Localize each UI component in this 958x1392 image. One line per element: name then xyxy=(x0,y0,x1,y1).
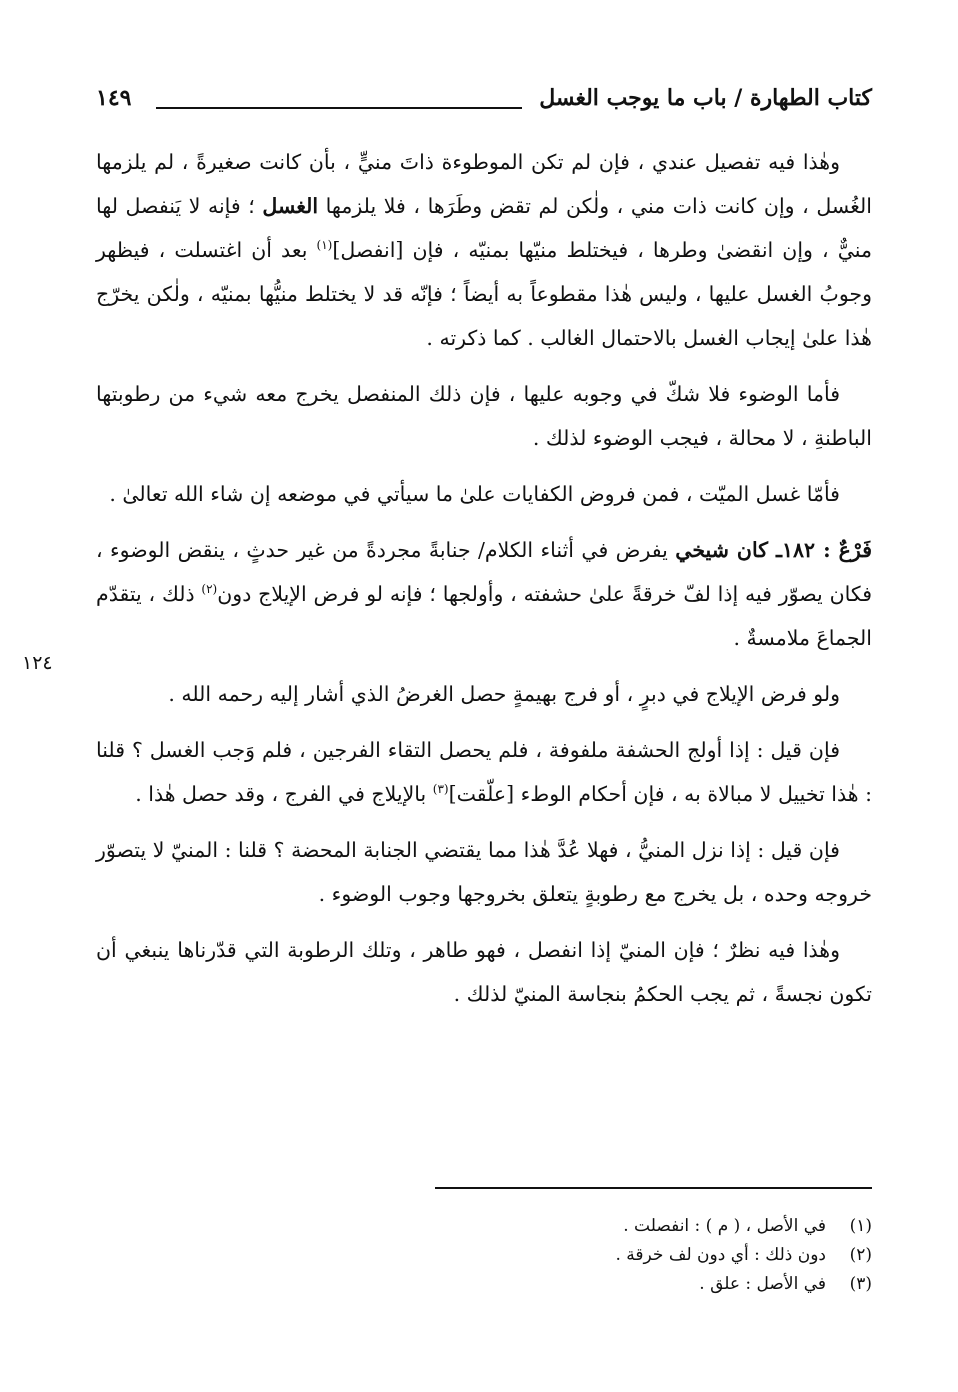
paragraph-1-part-c: ؛ فإنه لا يَنفصل لها منيٌّ ، وإن انقضىٰ وطرها ، فيختلط منيّها بمنيّه ، فإن [انفصل] xyxy=(96,194,872,262)
footnote-ref-2[interactable]: (٢) xyxy=(201,582,218,597)
paragraph-4 xyxy=(96,528,872,660)
paragraph-2: فأما الوضوء فلا شكّ في وجوبه عليها ، فإن ذلك المنفصل يخرج معه شيء من رطوبتها الباطنةِ ، لا محالة ، فيجب الوضوء لذلك . xyxy=(96,382,872,450)
paragraph-1-part-a: وهٰذا فيه تفصيل عندي ، فإن لم تكن الموطوءة ذاتَ منيٍّ ، بأن كانت صغيرةً ، لم يلزمها الغُسل ، وإن كانت ذات مني ، ولٰكن لم تقض وطَرَها ، فلا يلزمها xyxy=(96,150,872,218)
header-title: كتاب الطهارة / باب ما يوجب الغسل xyxy=(539,85,872,111)
header-rule xyxy=(156,107,522,109)
far-heading: فَرْعٌ xyxy=(838,538,872,562)
footnote-1-text: في الأصل ، ( م ) : انفصلت . xyxy=(623,1216,826,1236)
paragraph-5: ولو فرض الإيلاج في دبرٍ ، أو فرج بهيمةٍ حصل الغرضُ الذي أشار إليه رحمه الله . xyxy=(168,682,840,706)
paragraph-1-part-d: بعد أن اغتسلت ، فيظهر وجوبُ الغسل عليها ، وليس هٰذا مقطوعاً به أيضاً ؛ فإنّه قد لا يختلط منيُّها بمنيّه ، ولٰكن يخرّج هٰذا علىٰ إيجاب الغسل بالاحتمال الغالب . كما ذكرته . xyxy=(96,238,872,350)
footnote-3 xyxy=(96,1270,872,1299)
footnote-3-number: (٣) xyxy=(849,1274,872,1294)
footnote-ref-3[interactable]: (٣) xyxy=(432,782,449,797)
paragraph-4-bold: شيخي xyxy=(675,538,729,562)
page-number: ١٤٩ xyxy=(96,85,132,111)
footnote-2-number: (٢) xyxy=(849,1245,872,1265)
paragraph-4-part-a: يفرض في أثناء الكلام/ جنابةً مجردةً من غير حدثٍ ، ينقض الوضوء ، فكان يصوّر فيه إذا لفّ خرقةً علىٰ حشفته ، وأولجها ؛ فإنه لو فرض الإيلاج دون xyxy=(96,538,872,606)
paragraph-1-bold: الغسل xyxy=(262,194,319,218)
paragraph-6-part-b: بالإيلاج في الفرج ، وقد حصل هٰذا . xyxy=(135,782,433,806)
footnote-3-text: في الأصل : علق . xyxy=(699,1274,826,1294)
issue-number: : ١٨٢ـ كان xyxy=(728,538,839,562)
footnotes xyxy=(96,1212,872,1299)
running-header xyxy=(96,85,872,121)
paragraph-6 xyxy=(96,728,872,816)
footnote-separator xyxy=(435,1187,872,1189)
paragraph-4-part-c: ذلك ، يتقدّم الجماعَ ملامسةٌ . xyxy=(96,582,872,650)
footnote-1-number: (١) xyxy=(849,1216,872,1236)
paragraph-7: فإن قيل : إذا نزل المنيُّ ، فهلا عُدَّ هٰذا مما يقتضي الجنابة المحضة ؟ قلنا : المنيّ لا يتصوّر خروجه وحده ، بل يخرج مع رطوبةٍ يتعلق بخروجها وجوب الوضوء . xyxy=(96,838,872,906)
footnote-2-text: دون ذلك : أي دون لف خرقة . xyxy=(615,1245,826,1265)
footnote-ref-1[interactable]: (١) xyxy=(316,238,333,253)
paragraph-6-part-a: فإن قيل : إذا أولج الحشفة ملفوفة ، فلم يحصل التقاء الفرجين ، فلم وَجب الغسل ؟ قلنا : هٰذا تخييل لا مبالاة به ، فإن أحكام الوطء [علّقت] xyxy=(96,738,872,806)
margin-page-reference: ١٢٤ xyxy=(22,652,53,674)
footnote-2 xyxy=(96,1241,872,1270)
paragraph-8: وهٰذا فيه نظرٌ ؛ فإن المنيّ إذا انفصل ، فهو طاهر ، وتلك الرطوبة التي قدّرناها ينبغي أن تكون نجسةً ، ثم يجب الحكمُ بنجاسة المنيّ لذلك . xyxy=(96,938,872,1006)
paragraph-3: فأمّا غسل الميّت ، فمن فروض الكفايات علىٰ ما سيأتي في موضعه إن شاء الله تعالىٰ . xyxy=(109,482,840,506)
paragraph-1 xyxy=(96,140,872,360)
main-text xyxy=(96,140,872,1028)
footnote-1 xyxy=(96,1212,872,1241)
